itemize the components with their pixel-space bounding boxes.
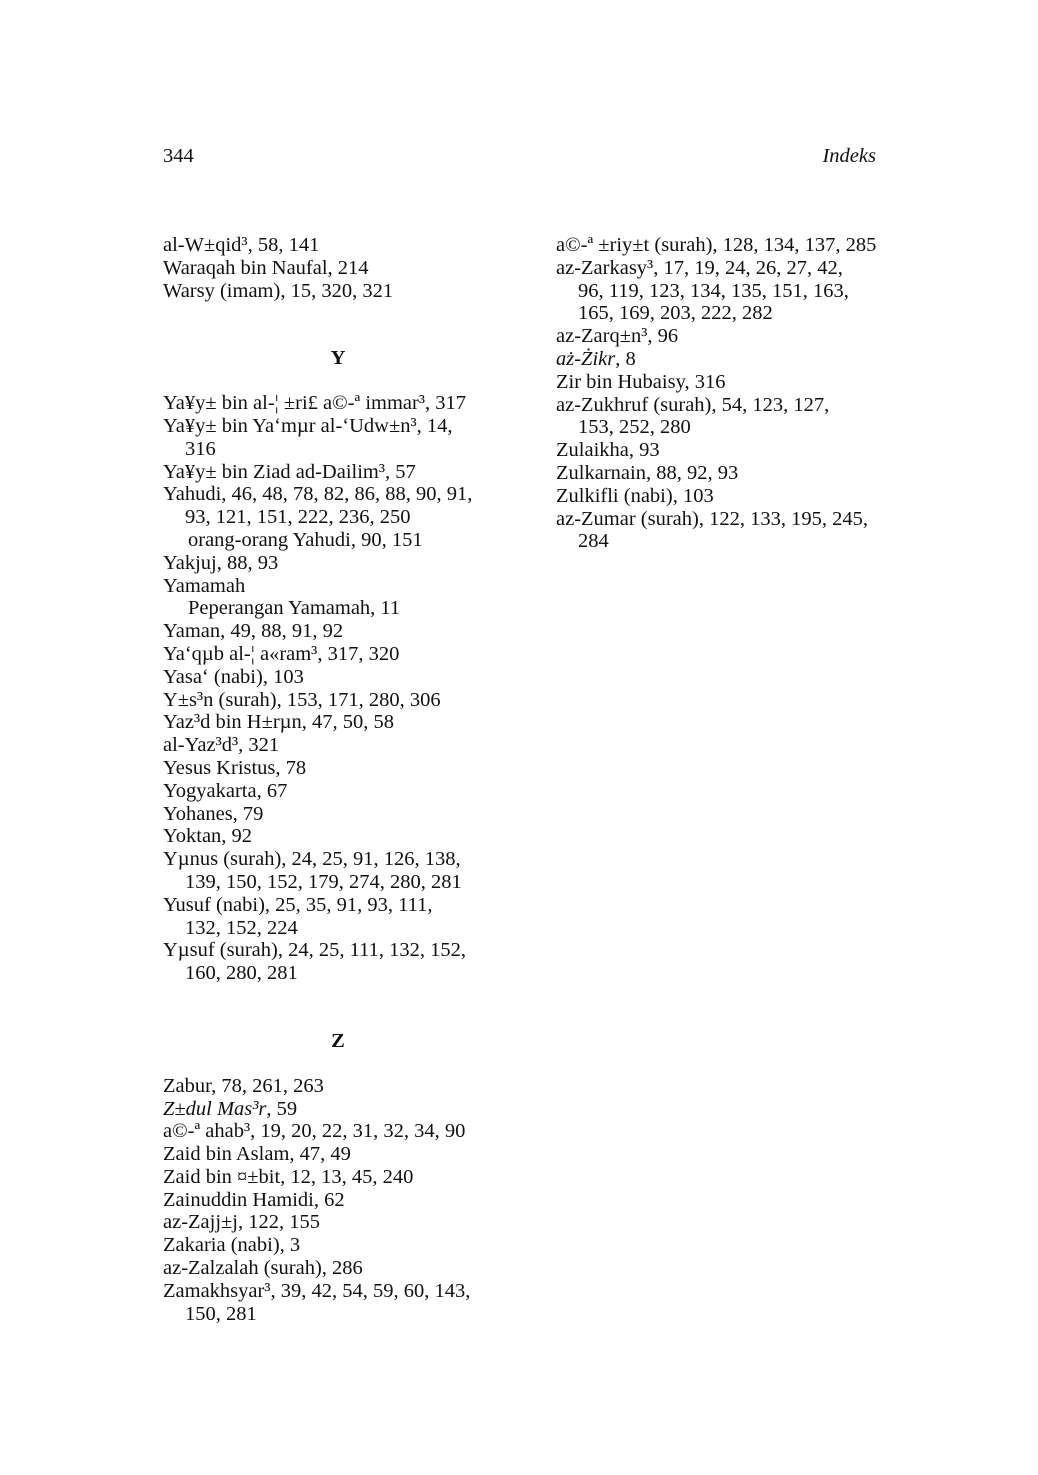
index-entry	[163, 825, 503, 848]
index-entry-line: Zaid bin ¤±bit, 12, 13, 45, 240	[163, 1165, 414, 1188]
index-entry-line: Yoktan, 92	[163, 825, 253, 848]
index-entry-line: az-Zarkasy³, 17, 19, 24, 26, 27, 42,	[556, 256, 843, 279]
index-entry-line: az-Zukhruf (surah), 54, 123, 127,	[556, 393, 830, 416]
index-entry	[163, 689, 503, 712]
index-entry-line: Zaid bin Aslam, 47, 49	[163, 1143, 351, 1166]
index-entry-line: a©-ª ±riy±t (surah), 128, 134, 137, 285	[556, 234, 877, 256]
index-entry-line: Ya¥y± bin Ya‘mµr al-‘Udw±n³, 14,	[163, 414, 453, 437]
index-entry-line: Zakaria (nabi), 3	[163, 1234, 301, 1257]
index-entry	[163, 734, 503, 757]
index-entry	[556, 257, 886, 325]
index-entry-line: az-Zarq±n³, 96	[556, 325, 679, 348]
index-entry-line: Yesus Kristus, 78	[163, 756, 307, 779]
index-entry	[163, 257, 503, 280]
index-entry-continuation: 132, 152, 224	[185, 916, 298, 939]
index-entry-line: Yamamah	[163, 574, 246, 597]
index-entry-line: Yasa‘ (nabi), 103	[163, 665, 304, 688]
index-entry-line	[556, 348, 886, 371]
index-entry-line: Yµnus (surah), 24, 25, 91, 126, 138,	[163, 848, 461, 871]
index-column-right	[556, 234, 886, 553]
index-entry-continuation: 139, 150, 152, 179, 274, 280, 281	[185, 870, 462, 893]
index-entry	[163, 552, 503, 575]
index-entry	[163, 666, 503, 689]
index-column-left	[163, 234, 503, 1325]
y-entries	[163, 392, 503, 985]
index-entry-italic-term: Z±dul Mas³r	[163, 1097, 267, 1120]
index-entry-line: al-Yaz³d³, 321	[163, 734, 280, 757]
index-entry	[163, 280, 503, 303]
index-entry	[556, 371, 886, 394]
index-entry-line: az-Zalzalah (surah), 286	[163, 1257, 363, 1280]
index-entry-italic-term: aż-Żikr	[556, 347, 616, 370]
index-entry-locators: , 59	[266, 1097, 298, 1120]
index-entry-line: Ya‘qµb al-¦ a«ram³, 317, 320	[163, 642, 400, 665]
index-entry-line: Zabur, 78, 261, 263	[163, 1074, 324, 1097]
index-entry-line: Yµsuf (surah), 24, 25, 111, 132, 152,	[163, 939, 466, 962]
index-entry	[163, 1257, 503, 1280]
index-entry-line: az-Zumar (surah), 122, 133, 195, 245,	[556, 507, 868, 530]
index-entry	[163, 1120, 503, 1143]
index-entry	[163, 757, 503, 780]
index-entry	[163, 483, 503, 551]
index-entry	[556, 348, 886, 371]
index-subentry: Peperangan Yamamah, 11	[188, 597, 401, 620]
index-entry	[163, 1189, 503, 1212]
page-number: 344	[163, 145, 194, 167]
index-entry-line: Yohanes, 79	[163, 802, 264, 825]
index-entry	[163, 461, 503, 484]
index-entry	[163, 392, 503, 415]
index-entry-continuation: 93, 121, 151, 222, 236, 250	[185, 506, 411, 529]
index-entry-line: Zulaikha, 93	[556, 439, 660, 462]
index-entry	[163, 643, 503, 666]
index-entry	[163, 234, 503, 257]
index-entry-line: Yakjuj, 88, 93	[163, 551, 279, 574]
index-entry	[556, 462, 886, 485]
index-entry-line: Zamakhsyar³, 39, 42, 54, 59, 60, 143,	[163, 1279, 471, 1302]
index-entry	[163, 415, 503, 461]
index-entry-continuation: 165, 169, 203, 222, 282	[578, 302, 773, 325]
index-entry-line: a©-ª ahab³, 19, 20, 22, 31, 32, 34, 90	[163, 1120, 466, 1143]
index-entry	[163, 1211, 503, 1234]
index-entry-line: Ya¥y± bin Ziad ad-Dailim³, 57	[163, 460, 416, 483]
index-entry-line: Zir bin Hubaisy, 316	[556, 370, 726, 393]
index-entry-continuation: 96, 119, 123, 134, 135, 151, 163,	[578, 279, 849, 302]
section-letter-y: Y	[330, 347, 346, 370]
index-entry	[556, 508, 886, 554]
w-entries	[163, 234, 503, 302]
index-entry-line: Zulkifli (nabi), 103	[556, 484, 714, 507]
index-entry	[556, 234, 886, 257]
index-entry	[163, 1075, 503, 1098]
z-entries	[163, 1075, 503, 1326]
index-entry-line: al-W±qid³, 58, 141	[163, 234, 320, 256]
index-entry-locators: , 8	[615, 347, 636, 370]
index-entry	[556, 439, 886, 462]
index-entry	[163, 1166, 503, 1189]
running-head: Indeks	[822, 145, 876, 167]
index-entry	[163, 803, 503, 826]
index-entry-line	[163, 1098, 503, 1121]
index-entry	[163, 711, 503, 734]
index-entry	[556, 394, 886, 440]
index-entry	[163, 1098, 503, 1121]
index-entry-continuation: 316	[185, 437, 216, 460]
index-subentry: orang-orang Yahudi, 90, 151	[188, 528, 423, 551]
index-entry	[163, 780, 503, 803]
index-entry-continuation: 150, 281	[185, 1302, 257, 1325]
index-entry-continuation: 284	[578, 530, 609, 553]
index-entry	[163, 848, 503, 894]
right-entries	[556, 234, 886, 553]
index-entry	[556, 325, 886, 348]
index-entry-line: Yusuf (nabi), 25, 35, 91, 93, 111,	[163, 893, 433, 916]
index-entry-line: Yaman, 49, 88, 91, 92	[163, 620, 344, 643]
section-letter-z: Z	[331, 1029, 345, 1052]
index-entry-line: Y±s³n (surah), 153, 171, 280, 306	[163, 688, 441, 711]
index-entry-continuation: 160, 280, 281	[185, 962, 298, 985]
index-entry-continuation: 153, 252, 280	[578, 416, 691, 439]
index-entry-line: az-Zajj±j, 122, 155	[163, 1211, 320, 1234]
index-entry	[163, 575, 503, 621]
index-entry-line: Yahudi, 46, 48, 78, 82, 86, 88, 90, 91,	[163, 483, 473, 506]
index-entry-line: Zulkarnain, 88, 92, 93	[556, 461, 739, 484]
index-entry	[163, 939, 503, 985]
index-entry-line: Warsy (imam), 15, 320, 321	[163, 279, 394, 302]
index-entry	[163, 620, 503, 643]
index-entry-line: Yogyakarta, 67	[163, 779, 288, 802]
index-entry	[163, 894, 503, 940]
index-entry-line: Waraqah bin Naufal, 214	[163, 256, 369, 279]
index-entry-line: Zainuddin Hamidi, 62	[163, 1188, 345, 1211]
index-entry	[163, 1234, 503, 1257]
index-entry	[556, 485, 886, 508]
index-entry-line: Yaz³d bin H±rµn, 47, 50, 58	[163, 711, 394, 734]
index-entry	[163, 1280, 503, 1326]
index-entry-line: Ya¥y± bin al-¦ ±ri£ a©-ª immar³, 317	[163, 392, 466, 415]
index-entry	[163, 1143, 503, 1166]
